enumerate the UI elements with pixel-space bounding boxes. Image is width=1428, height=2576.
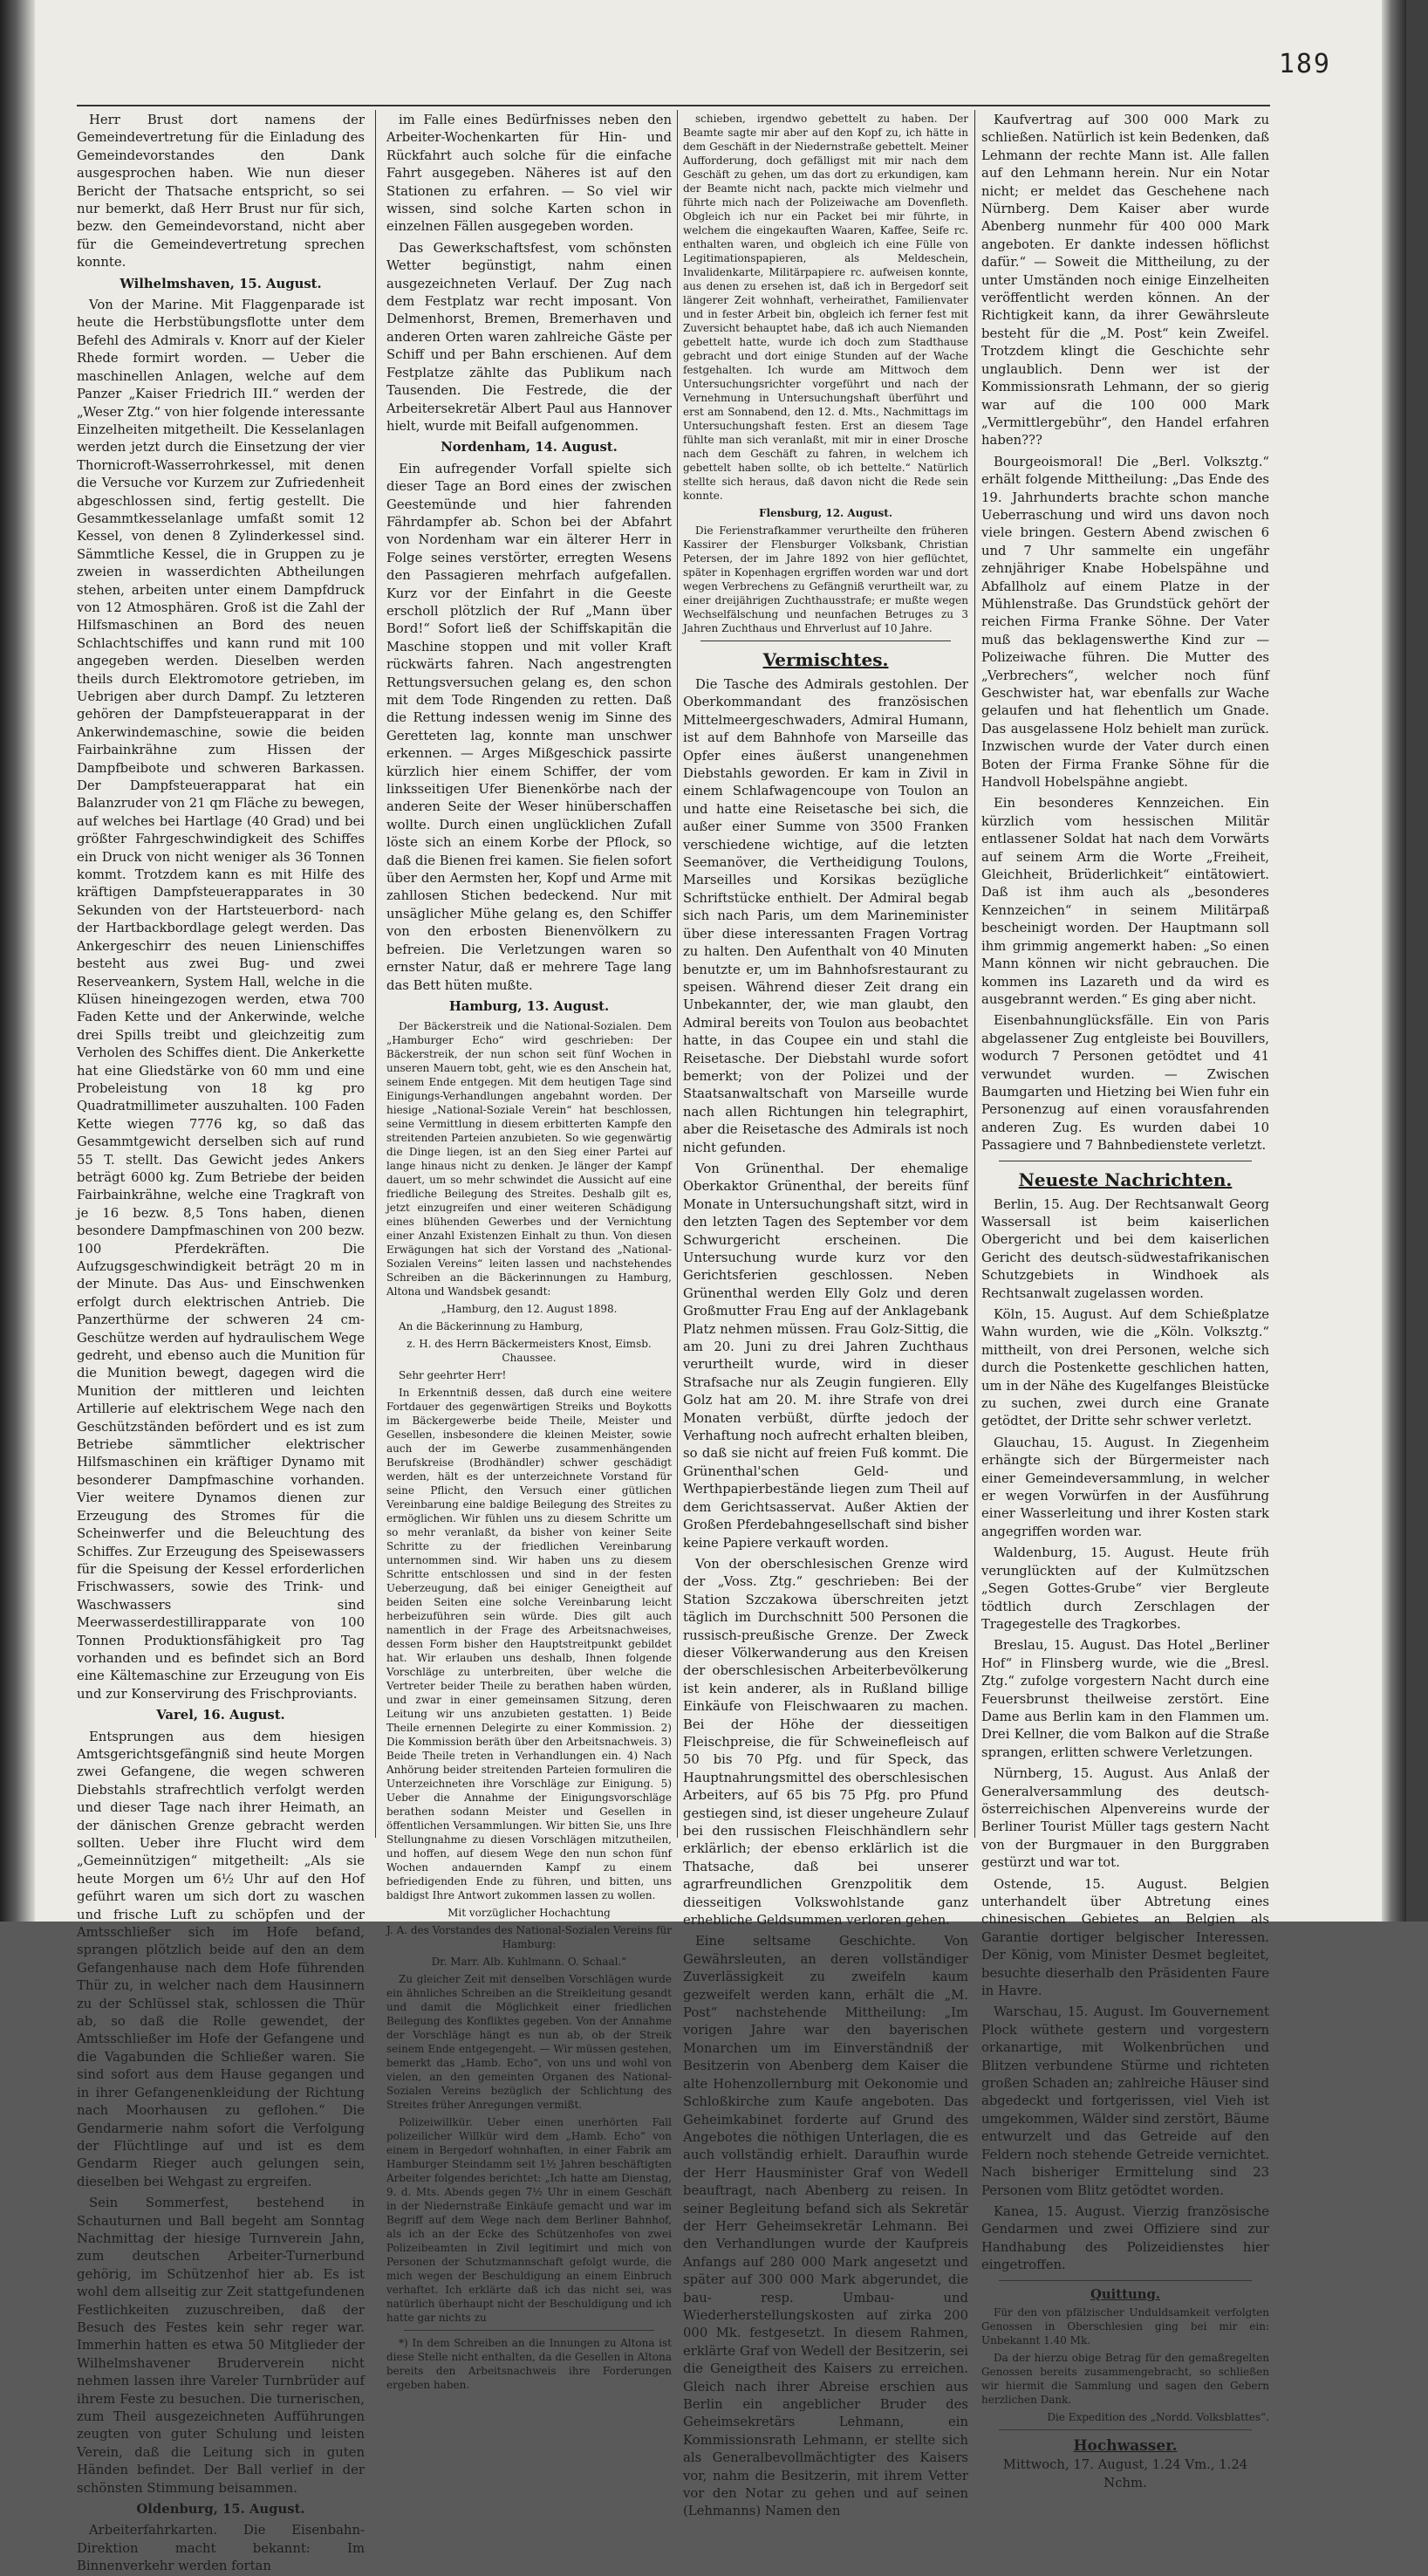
high-water-heading: Hochwasser.	[1073, 2436, 1178, 2455]
article-paragraph: Arbeiterfahrkarten. Die Eisenbahn-Direktion macht bekannt: Im Binnenverkehr werden fortan	[77, 2523, 365, 2574]
column-4	[981, 112, 1269, 2490]
article-paragraph: Ein aufregender Vorfall spielte sich dieser Tage an Bord eines der zwischen Geestemünde und hier fahrenden Fährdampfer ab. Schon bei der Abfahrt von Nordenham war ein älterer Herr in Folge seines verstörter, erregten Wesens den Passagieren mehrfach aufgefallen. Kurz vor der Einfahrt in die Geeste erscholl plötzlich der Ruf „Mann über Bord!“ Sofort ließ der Schiffskapitän die Maschine stoppen und mit voller Kraft rückwärts fahren. Nach angestrengten Rettungsversuchen gelang es, den schon mit dem Tode Ringenden zu retten. Daß die Rettung indessen wenig im Sinne des Geretteten lag, konnte man unschwer erkennen. — Arges Mißgeschick passirte kürzlich hier einem Schiffer, der vom linksseitigen Ufer Bienenkörbe nach der anderen Seite der Weser hinüberschaffen wollte. Durch einen unglücklichen Zufall löste sich an einem Korbe der Pflock, so daß die Bienen frei kamen. Sie fielen sofort über den Aermsten her, Kopf und Arme mit zahllosen Stichen bedeckend. Nur mit unsäglicher Mühe gelang es, den Schiffer von den erbosten Bienenvölkern zu befreien. Die Verletzungen waren so ernster Natur, daß er mehrere Tage lang das Bett hüten mußte.	[386, 461, 672, 993]
receipt-notice	[981, 2305, 1269, 2424]
article-paragraph: Das Gewerkschaftsfest, vom schönsten Wetter begünstigt, nahm einen ausgezeichneten Verlauf. Der Zug nach dem Festplatz war recht imposant. Von Delmenhorst, Bremen, Bremerhaven und anderen Orten waren zahlreiche Gäste per Schiff und per Bahn erschienen. Auf dem Festplatze zählte das Publikum nach Tausenden. Die Festrede, die der Arbeitersekretär Albert Paul aus Hannover hielt, wurde mit Beifall aufgenommen.	[386, 240, 672, 434]
section-rule	[999, 2280, 1252, 2281]
article-paragraph: Ein besonderes Kennzeichen. Ein kürzlich vom hessischen Militär entlassener Soldat hat nach dem Vorwärts auf seinem Arm die Worte „Freiheit, Gleichheit, Brüderlichkeit“ eintätowiert. Daß ist ihm auch als „besonderes Kennzeichen“ in seinem Militärpaß bescheinigt worden. Der Hauptmann soll ihm grimmig angemerkt haben: „So einen Mann können wir nicht gebrauchen. Die kommen ins Lazareth und da wird es ausgebrannt werden.“ Es ging aber nicht.	[981, 796, 1269, 1007]
high-water-times: Mittwoch, 17. August, 1.24 Vm., 1.24 Nchm.	[1002, 2457, 1248, 2490]
section-rule	[999, 2429, 1252, 2430]
small-print-article	[683, 112, 968, 635]
letter-body: In Erkenntniß dessen, daß durch eine weitere Fortdauer des gegenwärtigen Streiks und Boykotts im Bäckergewerbe beide Theile, Meister und Gesellen, insbesondere die kleinen Meister, sowie auch der im Gewerbe zusammenhängenden Berufskreise (Brodhändler) schwer geschädigt werden, hält es der unterzeichnete Vorstand für seine Pflicht, den Versuch einer gütlichen Vereinbarung eine baldige Beilegung des Streites zu ermöglichen. Wir fühlen uns zu diesem Schritte um so mehr veranlaßt, da bisher von keiner Seite Schritte zu der friedlichen Vereinbarung unternommen sind. Wir haben uns zu diesem Schritte entschlossen und sind in der festen Ueberzeugung, daß bei einiger Geneigtheit auf beiden Seiten eine solche Vereinbarung leicht herbeizuführen sein würde. Dies gilt auch namentlich in der Frage des Arbeitsnachweises, dessen Form bisher den Hauptstreitpunkt gebildet hat. Wir erlauben uns deshalb, Ihnen folgende Vorschläge zu unterbreiten, über welche die Vertreter beider Theile zu berathen haben würden, und zwar in einer gemeinsamen Sitzung, deren Leitung wir uns anzubieten gestatten. 1) Beide Theile ernennen Delegirte zu einer Kommission. 2) Die Kommission beräth über den Arbeitsnachweis. 3) Beide Theile treten in Verhandlungen ein. 4) Nach Anhörung beider streitenden Parteien formuliren die Unterzeichneten ihre Vorschläge zur Einigung. 5) Ueber die Annahme der Einigungsvorschläge berathen sodann Meister und Gesellen in öffentlichen Versammlungen. Wir bitten Sie, uns Ihre Stellungnahme zu diesen Vorschlägen mitzutheilen, und hoffen, auf diesem Wege den nun schon fünf Wochen andauernden Kampf zu einem befriedigenden Ende zu führen, und bitten, uns baldigst Ihre Antwort zukommen lassen zu wollen.	[386, 1387, 672, 1902]
article-paragraph: Von Grünenthal. Der ehemalige Oberkaktor Grünenthal, der bereits fünf Monate in Untersuchungshaft sitzt, wird in den letzten Tagen des September vor dem Schwurgericht erscheinen. Die Untersuchung wurde kurz vor den Gerichtsferien geschlossen. Neben Grünenthal werden Elly Golz und deren Großmutter Frau Eng auf der Anklagebank Platz nehmen müssen. Frau Golz-Sittig, die am 20. Juni zu drei Jahren Zuchthaus verurtheilt wurde, wird in dieser Strafsache nur als Zeugin fungieren. Elly Golz hat am 20. M. ihre Strafe von drei Monaten verbüßt, dürfte jedoch der Verhaftung noch aufrecht erhalten bleiben, so daß sie nicht auf freien Fuß kommt. Die Grünenthal'schen Geld- und Werthpapierbestände liegen zum Theil auf dem Gerichtsasservat. Außer Aktien der Großen Pferdebahngesellschaft sind bisher keine Papiere verkauft worden.	[683, 1161, 968, 1551]
column-rule-2	[677, 110, 678, 1838]
page-binding-shadow	[0, 0, 35, 1922]
article-paragraph: schieben, irgendwo gebettelt zu haben. Der Beamte sagte mir aber auf den Kopf zu, ich hätte in dem Geschäft in der Niedernstraße gebettelt. Meiner Aufforderung, doch gefälligst mit mir nach dem Geschäft zu gehen, um das dort zu erkundigen, kam der Beamte nicht nach, packte mich vielmehr und führte mich nach der Polizeiwache am Dovenfleth. Obgleich ich nur ein Packet bei mir führte, in welchem die eingekauften Waaren, Kaffee, Seife rc. enthalten waren, und obgleich ich eine Fülle von Legitimationspapieren, als Meldeschein, Invalidenkarte, Militärpapiere rc. aufweisen konnte, aus denen zu ersehen ist, daß ich in Bergedorf seit längerer Zeit wohnhaft, verheirathet, Familienvater und in fester Arbeit bin, obgleich ich ferner fest mit Zuversicht behauptet habe, daß ich auch Niemanden gebettelt hatte, wurde ich doch zum Stadthause gebracht und dort einige Stunden auf der Wache festgehalten. Ich wurde am Mittwoch dem Untersuchungsrichter vorgeführt und nach der Vernehmung in Untersuchungshaft überführt und erst am Sonnabend, den 12. d. Mts., Nachmittags im Untersuchungshaft festen. Erst an diesem Tage fühlte man sich veranlaßt, mit mir in einer Drosche nach dem Geschäft zu fahren, in welchem ich gebettelt haben sollte, ob ich bettelte.“ Natürlich stellte sich heraus, daß davon nicht die Rede sein konnte.	[683, 113, 968, 502]
article-paragraph: Von der Marine. Mit Flaggenparade ist heute die Herbstübungsflotte unter dem Befehl des Admirals v. Knorr auf der Kieler Rhede formirt worden. — Ueber die maschinellen Anlagen, welche auf dem Panzer „Kaiser Friedrich III.“ werden der „Weser Ztg.“ von hier folgende interessante Einzelheiten mitgetheilt. Die Kesselanlagen werden jetzt durch die Einsetzung der vier Thornicroft-Wasserrohrkessel, mit denen die Versuche vor Kurzem zur Zufriedenheit abgeschlossen sind, fertig gestellt. Die Gesammtkesselanlage umfaßt somit 12 Kessel, von denen 8 Zylinderkessel sind. Sämmtliche Kessel, die in Gruppen zu je zweien in wasserdichten Abtheilungen stehen, arbeiten unter einem Dampfdruck von 12 Atmosphären. Groß ist die Zahl der Hilfsmaschinen an Bord des neuen Schlachtschiffes und kann rund mit 100 angegeben werden. Dieselben werden theils durch Elektromotore getrieben, im Uebrigen aber durch Dampf. Zu letzteren gehören der Dampfsteuerapparat in der Ankerwindemaschine, sowie die beiden Fairbainkrähne zum Hissen der Dampfbeibote und schweren Barkassen. Der Dampfsteuerapparat hat ein Balanzruder von 21 qm Fläche zu bewegen, auf welches bei Hartlage (40 Grad) und bei größter Fahrgeschwindigkeit des Schiffes ein Druck von nicht weniger als 36 Tonnen kommt. Trotzdem kann es mit Hilfe des kräftigen Dampfsteuerapparates in 30 Sekunden von der Hartsteuerbord- nach der Hartbackbordlage gelegt werden. Das Ankergeschirr des neuen Linienschiffes besteht aus zwei Bug- und zwei Reserveankern, System Hall, welche in die Klüsen hineingezogen werden, etwa 700 Faden Kette und der Ankerwinde, welche drei Spills treibt und gleichzeitig zum Verholen des Schiffes dient. Die Ankerkette hat eine Gliedstärke von 60 mm und eine Probeleistung von 18 kg pro Quadratmillimeter auszuhalten. 100 Faden Kette wiegen 7776 kg, so daß das Gesammtgewicht derselben sich auf rund 55 T. stellt. Das Gewicht jedes Ankers beträgt 6000 kg. Zum Betriebe der beiden Fairbainkrähne, welche eine Tragkraft von je 16 bezw. 8,5 Tons haben, dienen besondere Dampfmaschinen von 200 bezw. 100 Pferdekräften. Die Aufzugsgeschwindigkeit beträgt 20 m in der Minute. Das Aus- und Einschwenken erfolgt durch elektrischen Antrieb. Die Panzerthürme der schweren 24 cm-Geschütze werden auf hydraulischem Wege gedreht, und ebenso auch die Munition für die Munition bewegt, dagegen wird die Munition der mittleren und leichten Artillerie auf elektrischem Wege nach den Geschützständen befördert und es ist zum Betriebe sämmtlicher elektrischer Hilfsmaschinen ein kräftiger Dynamo mit besonderer Dampfmaschine vorhanden. Vier weitere Dynamos dienen zur Erzeugung des Stromes für die Scheinwerfer und die Beleuchtung des Schiffes. Zur Erzeugung des Speisewassers für die Speisung der Kessel erforderlichen Frischwassers, sowie des Trink- und Waschwassers sind Meerwasserdestillirapparate von 100 Tonnen Produktionsfähigkeit pro Tag vorhanden und es befindet sich an Bord eine Kältemaschine zur Erzeugung von Eis und zur Konservirung des Frischproviants.	[77, 298, 365, 1702]
footnote: *) In dem Schreiben an die Innungen zu Altona ist diese Stelle nicht enthalten, da die Gesellen in Altona bereits den Arbeitsnachweis ihre Forderungen ergeben haben.	[386, 2337, 672, 2392]
letter-date: „Hamburg, den 12. August 1898.	[441, 1303, 618, 1316]
article-paragraph: Bourgeoismoral! Die „Berl. Volksztg.“ erhält folgende Mittheilung: „Das Ende des 19. Jahrhunderts brachte schon manche Ueberraschung und wird uns davon noch viele bringen. Gestern Abend zwischen 6 und 7 Uhr sammelte ein ungefähr zehnjähriger Knabe Hobelspähne und Abfallholz auf einem Platze in der Mühlenstraße. Das Grundstück gehört der reichen Firma Franke Söhne. Der Vater muß das beklagenswerthe Kind zur — Polizeiwache führen. Die Mutter des „Verbrechers“, welcher noch fünf Geschwister hat, war ebenfalls zur Wache gelaufen und hat flehentlich um Gnade. Das ausgelassene Holz behielt man zurück. Inzwischen wurde der Vater durch einen Boten der Firma Franke Söhne für die Handvoll Hobelspähne angiebt.	[981, 454, 1269, 791]
small-print-article	[386, 1019, 672, 2392]
section-heading: Neueste Nachrichten.	[1018, 1168, 1233, 1190]
dateline: Oldenburg, 15. August.	[136, 2502, 305, 2518]
page-edge-shadow	[1382, 0, 1406, 1922]
article-paragraph: Kaufvertrag auf 300 000 Mark zu schließen. Natürlich ist kein Bedenken, daß Lehmann der rechte Mann ist. Alle fallen auf den Lehmann herein. Nur ein Notar nicht; er meldet das Geschehene nach Nürnberg. Dem Kaiser aber wurde Abenberg nunmehr für 400 000 Mark angeboten. Er dankte indessen höflichst dafür.“ — Soweit die Mittheilung, zu der unter Umständen noch einige Einzelheiten veröffentlicht werden können. An der Richtigkeit kann, da ihrer Gewährsleute besteht für die „M. Post“ kein Zweifel. Trotzdem klingt die Geschichte sehr unglaublich. Denn wer ist der Kommissionsrath Lehmann, der so gierig war auf die 100 000 Mark „Vermittlergebühr“, den Handel erfahren haben???	[981, 113, 1269, 449]
receipt-text: Da der hierzu obige Betrag für den gemaßregelten Genossen bereits zusammengebracht, so schließen wir hiermit die Sammlung und sagen den Gebern herzlichen Dank.	[981, 2351, 1269, 2406]
article-paragraph: Polizeiwillkür. Ueber einen unerhörten Fall polizeilicher Willkür wird dem „Hamb. Echo“ von einem in Bergedorf wohnhaften, in einer Fabrik am Hamburger Steindamm seit 1½ Jahren beschäftigten Arbeiter folgendes berichtet: „Ich hatte am Dienstag, 9. d. Mts. Abends gegen 7½ Uhr in einem Geschäft in der Niedernstraße Einkäufe gemacht und war im Begriff auf dem Wege nach dem Berliner Bahnhof, als ich an der Ecke des Schützenhofes von zwei Polizeibeamten in Zivil legitimirt und mich von Personen der Schutzmannschaft gefolgt wurde, die mich wegen der Beschuldigung an einem Einbruch verhaftet. Ich erklärte daß ich das nicht sei, was natürlich überhaupt nicht der Beschuldigung und ich hatte gar nichts zu	[386, 2116, 672, 2325]
column-rule-3	[974, 110, 975, 1838]
dateline: Flensburg, 12. August.	[758, 507, 893, 519]
news-item: Ostende, 15. August. Belgien unterhandelt über Abtretung eines chinesischen Gebietes an Belgien als Garantie dortiger belgischer Interessen. Der König, vom Minister Desmet begleitet, besuchte dieserhalb den Präsidenten Faure in Havre.	[981, 1876, 1269, 1999]
article-paragraph: Entsprungen aus dem hiesigen Amtsgerichtsgefängniß sind heute Morgen zwei Gefangene, die wegen schweren Diebstahls strafrechtlich verfolgt werden und dieser Tage nach ihrer Heimath, an der dänischen Grenze gebracht werden sollten. Ueber ihre Flucht wird dem „Gemeinnützigen“ mitgetheilt: „Als sie heute Morgen um 6½ Uhr auf den Hof geführt waren um sich dort zu waschen und frische Luft zu schöpfen und der Amtsschließer sich im Hofe befand, sprangen plötzlich beide auf den an dem Gefangenhause nach dem Hofe führenden Thür zu, in welcher nach dem Hausinnern zu der Schlüssel stak, schlossen die Thür ab, so daß die Rolle gewendet, der Amtsschließer im Hofe der Gefangene und die Vagabunden die Schließer waren. Sie sind sofort aus dem Hause gegangen und in ihrer Gefangenenkleidung der Richtung nach Moorhausen zu geflohen.“ Die Gendarmerie nahm sofort die Verfolgung der Flüchtlinge auf und ist es dem Gendarm Rieger auch gelungen sein, dieselben bei Wehgast zu ergreifen.	[77, 1729, 365, 2189]
column-3	[683, 112, 968, 2519]
receipt-text: Für den von pfälzischer Unduldsamkeit verfolgten Genossen in Oberschlesien ging bei mir ein: Unbekannt 1.40 Mk.	[981, 2305, 1269, 2346]
article-paragraph: im Falle eines Bedürfnisses neben den Arbeiter-Wochenkarten für Hin- und Rückfahrt auch solche für die einfache Fahrt ausgegeben. Näheres ist auf den Stationen zu erfahren. — So viel wir wissen, sind solche Karten schon in einzelnen Fällen ausgegeben worden.	[386, 113, 672, 235]
news-item: Breslau, 15. August. Das Hotel „Berliner Hof“ in Flinsberg wurde, wie die „Bresl. Ztg.“ zufolge vorgestern Nacht durch eine Feuersbrunst theilweise zerstört. Eine Dame aus Berlin kam in den Flammen um. Drei Kellner, die vom Balkon auf die Straße sprangen, erlitten schwere Verletzungen.	[981, 1638, 1269, 1760]
receipt-signature: Die Expedition des „Nordd. Volksblattes“.	[1047, 2410, 1269, 2423]
dateline: Nordenham, 14. August.	[441, 440, 618, 456]
news-item: Glauchau, 15. August. In Ziegenheim erhängte sich der Bürgermeister nach einer Gemeindeversammlung, in welcher er wegen Vorwürfen in der Ausführung einer Wasserleitung und ihrer Kosten stark angegriffen worden war.	[981, 1435, 1269, 1539]
header-rule	[77, 105, 1270, 106]
article-paragraph: Der Bäckerstreik und die National-Sozialen. Dem „Hamburger Echo“ wird geschrieben: Der Bäckerstreik, der nun schon seit fünf Wochen in unseren Mauern tobt, geht, wie es den Anschein hat, seinem Ende entgegen. Mit dem heutigen Tage sind Einigungs-Verhandlungen angebahnt worden. Der hiesige „National-Soziale Verein“ hat beschlossen, seine Vermittlung in diesem erbitterten Kampfe den streitenden Parteien anzubieten. So wie gegenwärtig die Dinge liegen, ist an den Sieg einer Partei auf lange hinaus nicht zu denken. Je länger der Kampf dauert, um so mehr schwindet die Aussicht auf eine friedliche Beilegung des Streites. Deshalb gilt es, jetzt einzugreifen und einer weiteren Schädigung eines blühenden Gewerbes und der Vernichtung einer Anzahl Existenzen Einhalt zu thun. Von diesen Erwägungen hat sich der Vorstand des „National-Sozialen Vereins“ leiten lassen und nachstehendes Schreiben an die Bäckerinnungen zu Hamburg, Altona und Wandsbek gesandt:	[386, 1020, 672, 1298]
section-heading: Vermischtes.	[762, 649, 889, 670]
news-item: Nürnberg, 15. August. Aus Anlaß der Generalversammlung des deutsch-österreichischen Alpenvereins wurde der Berliner Tourist Müller tags gestern Nacht von der Burgmauer in den Burggraben gestürzt und war tot.	[981, 1766, 1269, 1871]
article-paragraph: Von der oberschlesischen Grenze wird der „Voss. Ztg.“ geschrieben: Bei der Station Szczakowa überschreiten jetzt täglich im Durchschnitt 500 Personen die russisch-preußische Grenze. Der Zweck dieser Völkerwanderung aus den Kreisen der oberschlesischen Arbeiterbevölkerung ist kein anderer, als in Rußland billige Einkäufe von Fleischwaaren zu machen. Bei der Höhe der diesseitigen Fleischpreise, die für Schweinefleisch auf 50 bis 70 Pfg. und für Speck, das Hauptnahrungsmittel des oberschlesischen Arbeiters, auf 65 bis 75 Pfg. pro Pfund gestiegen sind, ist dieser ungeheure Zulauf bei den russischen Fleischhändlern sehr erklärlich; der ebenso erklärlich ist die Thatsache, daß bei unserer agrarfreundlichen Grenzpolitik dem diesseitigen Volkswohlstande ganz erhebliche Geldsummen verloren gehen.	[683, 1556, 968, 1929]
letter-signatures: Dr. Marr. Alb. Kuhlmann. O. Schaal.“	[431, 1956, 627, 1969]
letter-salutation: Sehr geehrter Herr!	[399, 1369, 507, 1382]
column-1	[77, 112, 365, 2574]
article-paragraph: Herr Brust dort namens der Gemeindevertretung für die Einladung des Gemeindevorstandes den Dank ausgesprochen haben. Wie nun dieser Bericht der Thatsache entspricht, so sei nur bemerkt, daß Herr Brust nur für sich, bezw. den Gemeindevorstand, nicht aber für die Gemeindevertretung sprechen konnte.	[77, 113, 365, 271]
article-paragraph: Eine seltsame Geschichte. Von Gewährsleuten, an deren vollständiger Zuverlässigkeit zu zweifeln kaum gezweifelt werden kann, erhält die „M. Post“ nachstehende Mittheilung: „Im vorigen Jahre war den bayerischen Monarchen um im Einverständniß der Besitzerin von Abenberg dem Kaiser die alte Hohenzollernburg mit Oekonomie und Schloßkirche zum Kaufe angeboten. Das Geheimkabinet forderte auf Grund des Angebotes die nöthigen Unterlagen, die es auch vollständig erhielt. Daraufhin wurde der Herr Hausminister Graf von Wedell beauftragt, nach Abenberg zu reisen. In seiner Begleitung befand sich als Sekretär der Herr Geheimsekretär Lehmann. Bei den Verhandlungen wurde der Kaufpreis Anfangs auf 280 000 Mark angesetzt und später auf 300 000 Mark abgerundet, die bau- resp. Umbau- und Wiederherstellungskosten auf zirka 200 000 Mk. festgesetzt. In diesem Rahmen, erklärte Graf von Wedell der Besitzerin, sei die Geneigtheit des Kaisers zu erreichen. Gleich nach ihrer Abreise erschien aus Berlin ein angeblicher Bruder des Geheimsekretärs Lehmann, ein Kommissionsrath Lehmann, er stellte sich als Generalbevollmächtigter des Kaisers vor, nahm die Besitzerin, mit ihrem Vetter vor den Notar zu gehen und auf seinen (Lehmanns) Namen den	[683, 1934, 968, 2519]
column-rule-1	[375, 110, 376, 1838]
news-item: Berlin, 15. Aug. Der Rechtsanwalt Georg Wassersall ist beim kaiserlichen Obergericht und bei dem kaiserlichen Gericht des deutsch-südwestafrikanischen Schutzgebiets in Windhoek als Rechtsanwalt zugelassen worden.	[981, 1196, 1269, 1301]
article-paragraph: Sein Sommerfest, bestehend in Schauturnen und Ball begeht am Sonntag Nachmittag der hiesige Turnverein Jahn, zum deutschen Arbeiter-Turnerbund gehörig, im Schützenhof hier ab. Es ist wohl dem allseitig zur Zeit stattgefundenen Festlichkeiten zuzuschreiben, daß der Besuch des Festes kein sehr reger war. Immerhin hatten es etwa 50 Mitglieder der Wilhelmshavener Bruderverein nicht nehmen lassen ihre Vareler Turnbrüder auf ihrem Feste zu besuchen. Die turnerischen, zum Theil ausgezeichneten Aufführungen zeugten von guter Schulung und leisten Verein, daß die Leitung sich in guten Händen befindet. Der Ball verlief in der schönsten Stimmung beisammen.	[77, 2196, 365, 2496]
dateline: Varel, 16. August.	[156, 1708, 285, 1723]
letter-address: z. H. des Herrn Bäckermeisters Knost, Eimsb. Chaussee.	[407, 1338, 652, 1365]
page-number: 189	[1278, 49, 1331, 79]
letter-signature-line: J. A. des Vorstandes des National-Sozialen Vereins für Hamburg:	[386, 1924, 672, 1951]
news-item: Warschau, 15. August. Im Gouvernement Plock wüthete gestern und vorgestern orkanartige, mit Wolkenbrüchen und Blitzen verbundene Stürme und richteten großen Schaden an; zahlreiche Häuser sind abgedeckt und fortgerissen, viel Vieh ist umgekommen, Wälder sind zerstört, Bäume entwurzelt und das Getreide auf den Feldern noch stehende Getreide vernichtet. Nach bisheriger Ermittelung sind 23 Personen vom Blitz getödtet worden.	[981, 2004, 1269, 2198]
dateline: Wilhelmshaven, 15. August.	[120, 276, 322, 291]
article-paragraph: Die Ferienstrafkammer verurtheilte den früheren Kassirer der Flensburger Volksbank, Christian Petersen, der im Jahre 1892 von hier geflüchtet, später in Kopenhagen ergriffen worden war und dort wegen Verbrechens zu Gefängniß verurtheilt war, zu einer dreijährigen Zuchthausstrafe; er mußte wegen Wechselfälschung und neunfachen Betruges zu 3 Jahren Zuchthaus und Ehrverlust auf 10 Jahre.	[683, 524, 968, 634]
receipt-heading: Quittung.	[1090, 2286, 1160, 2302]
news-item: Köln, 15. August. Auf dem Schießplatze Wahn wurden, wie die „Köln. Volksztg.“ mittheilt, von drei Personen, welche sich durch die Postenkette geschlichen hatten, um in der Nähe des Kugelfanges Bleistücke zu suchen, zwei durch eine Granate getödtet, der Dritte sehr schwer verletzt.	[981, 1307, 1269, 1429]
news-item: Waldenburg, 15. August. Heute früh verunglückten auf der Kulmützschen „Segen Gottes-Grube“ vier Bergleute tödtlich durch Zerschlagen der Tragegestelle des Tragkorbes.	[981, 1545, 1269, 1632]
article-paragraph: Die Tasche des Admirals gestohlen. Der Oberkommandant des französischen Mittelmeergeschwaders, Admiral Humann, ist auf dem Bahnhofe von Marseille das Opfer eines äußerst unangenehmen Diebstahls geworden. Er kam in Zivil in einem Schlafwagencoupe von Toulon an und hatte eine Reisetasche bei sich, die außer einer Summe von 3500 Franken verschiedene wichtige, auf die letzten Seemanöver, die Vertheidigung Toulons, Marseilles und Korsikas bezügliche Schriftstücke enthielt. Der Admiral begab sich nach Paris, um dem Marineminister über diese interessanten Fragen Vortrag zu halten. Den Aufenthalt von 40 Minuten benutzte er, um im Bahnhofsrestaurant zu speisen. Während dieser Zeit drang ein Unbekannter, der, wie man glaubt, den Admiral bereits von Toulon aus beobachtet hatte, in das Coupee ein und stahl die Reisetasche. Der Diebstahl wurde sofort bemerkt; von der Polizei und der Staatsanwaltschaft von Marseille wurde nach allen Richtungen hin telegraphirt, aber die Reisetasche des Admirals ist noch nicht gefunden.	[683, 677, 968, 1155]
footnote-rule	[404, 2330, 654, 2331]
letter-closing: Mit vorzüglicher Hochachtung	[448, 1907, 611, 1920]
article-paragraph: Zu gleicher Zeit mit denselben Vorschlägen wurde ein ähnliches Schreiben an die Streikleitung gesandt und damit die Möglichkeit einer friedlichen Beilegung des Konfliktes gegeben. Von der Annahme der Vorschläge hängt es nun ab, ob der Streik seinem Ende entgegengeht. — Wir müssen gestehen, bemerkt das „Hamb. Echo“, von uns und wohl von vielen, an den gemeinten Organen des National-Sozialen Vereins bezüglich der Schlichtung des Streites früher Anregungen vermißt.	[386, 1973, 672, 2112]
column-2	[386, 112, 672, 2392]
letter-address: An die Bäckerinnung zu Hamburg,	[399, 1320, 584, 1333]
dateline: Hamburg, 13. August.	[448, 998, 610, 1014]
article-paragraph: Eisenbahnunglücksfälle. Ein von Paris abgelassener Zug entgleiste bei Bouvillers, wodurch 7 Personen getödtet und 41 verwundet wurden. — Zwischen Baumgarten und Hietzing bei Wien fuhr ein Personenzug auf einen vorausfahrenden anderen Zug. Es wurden dabei 10 Passagiere und 7 Bahnbedienstete verletzt.	[981, 1013, 1269, 1154]
news-item: Kanea, 15. August. Vierzig französische Gendarmen und zwei Offiziere sind zur Handhabung des Polizeidienstes hier eingetroffen.	[981, 2203, 1269, 2273]
